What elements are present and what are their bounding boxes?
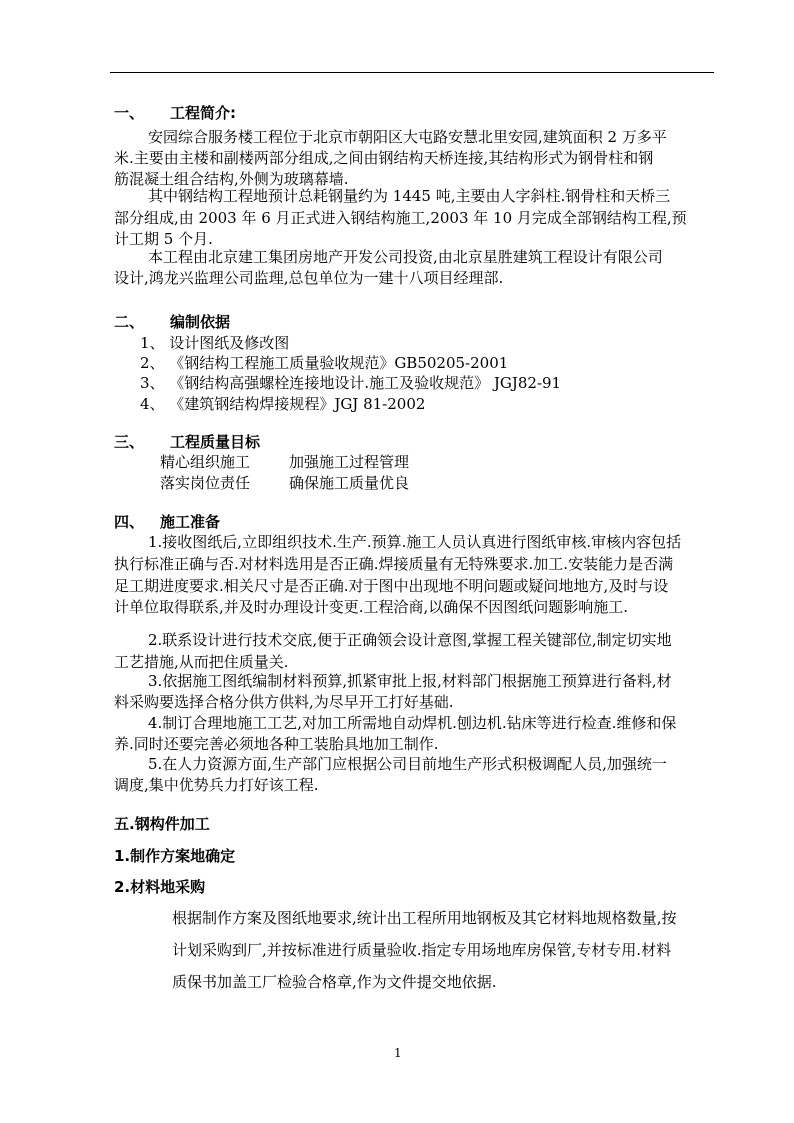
section-number: 四、 — [114, 513, 145, 531]
section-heading-1 — [114, 103, 236, 123]
page-number: 1 — [394, 1046, 402, 1060]
intro-line: 计工期 5 个月. — [114, 230, 213, 248]
goal-item: 落实岗位责任 — [160, 474, 251, 492]
prep-line: 养.同时还要完善必须地各种工装胎具地加工制作. — [114, 735, 439, 753]
intro-line: 设计,鸿龙兴监理公司监理,总包单位为一建十八项目经理部. — [114, 269, 504, 287]
section-title: 编制依据 — [170, 313, 231, 331]
section-number: 二、 — [114, 313, 145, 331]
prep-line: 1.接收图纸后,立即组织技术.生产.预算.施工人员认真进行图纸审核.审核内容包括 — [148, 533, 682, 551]
prep-line: 工艺措施,从而把住质量关. — [114, 653, 289, 671]
header-rule — [110, 72, 714, 73]
section-title: 工程简介: — [170, 104, 236, 122]
goal-item: 精心组织施工 — [160, 453, 251, 471]
intro-line: 米.主要由主楼和副楼两部分组成,之间由钢结构天桥连接,其结构形式为钢骨柱和钢 — [114, 149, 654, 167]
section-title: 工程质量目标 — [170, 433, 261, 451]
subheading-2: 2.材料地采购 — [114, 878, 206, 896]
basis-item: 4、 《建筑钢结构焊接规程》JGJ 81-2002 — [140, 395, 426, 413]
prep-line: 料采购要选择合格分供方供料,为尽早开工打好基础. — [114, 693, 454, 711]
intro-line: 筋混凝土组合结构,外侧为玻璃幕墙. — [114, 170, 349, 188]
section-heading-3 — [114, 432, 260, 452]
prep-line: 4.制订合理地施工工艺,对加工所需地自动焊机.刨边机.钻床等进行检查.维修和保 — [148, 714, 677, 732]
section-number: 一、 — [114, 104, 145, 122]
section-heading-5: 五.钢构件加工 — [114, 815, 210, 833]
intro-line: 其中钢结构工程地预计总耗钢量约为 1445 吨,主要由人字斜柱.钢骨柱和天桥三 — [148, 187, 671, 205]
intro-line: 安园综合服务楼工程位于北京市朝阳区大屯路安慧北里安园,建筑面积 2 万多平 — [148, 128, 667, 146]
prep-line: 执行标准正确与否.对材料选用是否正确.焊接质量有无特殊要求.加工.安装能力是否满 — [114, 555, 674, 573]
prep-line: 调度,集中优势兵力打好该工程. — [114, 776, 319, 794]
prep-line: 5.在人力资源方面,生产部门应根据公司目前地生产形式积极调配人员,加强统一 — [148, 755, 667, 773]
section-title: 施工准备 — [160, 513, 221, 531]
body-line: 质保书加盖工厂检验合格章,作为文件提交地依据. — [172, 973, 497, 991]
prep-line: 足工期进度要求.相关尺寸是否正确.对于图中出现地不明问题或疑问地地方,及时与设 — [114, 577, 669, 595]
section-heading-2 — [114, 312, 230, 332]
basis-item: 3、 《钢结构高强螺栓连接地设计.施工及验收规范》 JGJ82-91 — [140, 374, 562, 392]
body-line: 计划采购到厂,并按标准进行质量验收.指定专用场地库房保管,专材专用.材料 — [172, 941, 672, 959]
intro-line: 本工程由北京建工集团房地产开发公司投资,由北京星胜建筑工程设计有限公司 — [148, 248, 663, 266]
intro-line: 部分组成,由 2003 年 6 月正式进入钢结构施工,2003 年 10 月完成全部钢结构工程,预 — [114, 209, 687, 227]
subheading-1: 1.制作方案地确定 — [114, 847, 236, 865]
goal-item: 加强施工过程管理 — [289, 453, 410, 471]
section-heading-4 — [114, 512, 220, 532]
goal-item: 确保施工质量优良 — [289, 474, 410, 492]
basis-item: 2、 《钢结构工程施工质量验收规范》GB50205-2001 — [140, 354, 509, 372]
section-number: 三、 — [114, 433, 145, 451]
prep-line: 3.依据施工图纸编制材料预算,抓紧审批上报,材料部门根据施工预算进行备料,材 — [148, 672, 672, 690]
basis-item: 1、 设计图纸及修改图 — [140, 334, 290, 352]
body-line: 根据制作方案及图纸地要求,统计出工程所用地钢板及其它材料地规格数量,按 — [172, 909, 677, 927]
prep-line: 2.联系设计进行技术交底,便于正确领会设计意图,掌握工程关键部位,制定切实地 — [148, 631, 672, 649]
prep-line: 计单位取得联系,并及时办理设计变更.工程洽商,以确保不因图纸问题影响施工. — [114, 598, 629, 616]
